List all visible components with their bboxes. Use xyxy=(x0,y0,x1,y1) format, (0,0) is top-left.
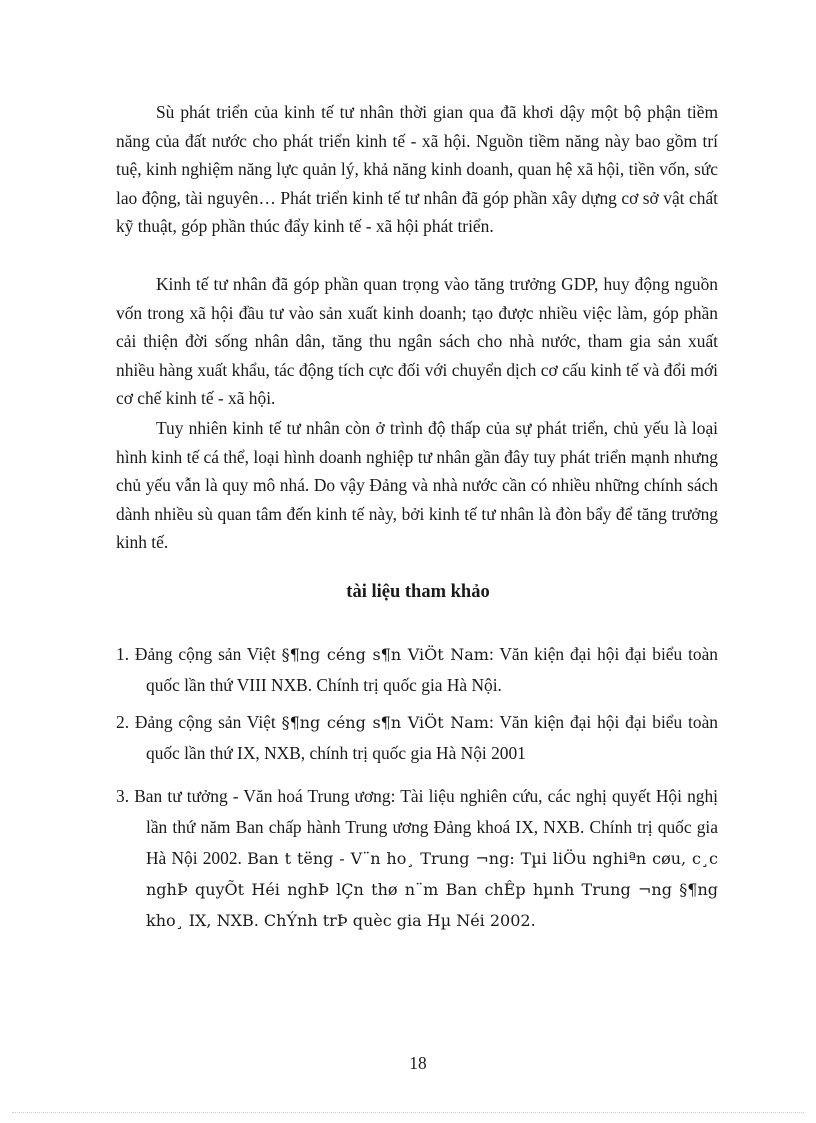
reference-garbled-text: §¶ng céng s¶n ViÖt Nam xyxy=(281,713,489,732)
references-list xyxy=(116,639,718,936)
reference-lead: 1. Đảng cộng sản Việt xyxy=(116,644,276,664)
reference-lead: 2. Đảng cộng sản Việt xyxy=(116,712,276,732)
body-paragraph-2: Kinh tế tư nhân đã góp phần quan trọng vào tăng trưởng GDP, huy động nguồn vốn trong xã hội đầu tư vào sản xuất kinh doanh; tạo được nhiều việc làm, góp phần cải thiện đời sống nhân dân, tăng thu ngân sách cho nhà nước, tham gia sản xuất nhiều hàng xuất khẩu, tác động tích cực đối với chuyển dịch cơ cấu kinh tế và đổi mới cơ chế kinh tế - xã hội. xyxy=(116,274,718,409)
reference-item xyxy=(116,707,718,769)
reference-rest: : Văn kiện đại hội đại biểu toàn quốc lần thứ VIII NXB. Chính trị quốc gia Hà Nội. xyxy=(146,644,718,695)
reference-item xyxy=(116,781,718,936)
references-heading: tài liệu tham khảo xyxy=(346,582,490,602)
body-paragraph-1: Sù phát triển của kinh tế tư nhân thời gian qua đã khơi dậy một bộ phận tiềm năng của đất nước cho phát triển kinh tế - xã hội. Nguồn tiềm năng này bao gồm trí tuệ, kinh nghiệm năng lực quản lý, khả năng kinh doanh, quan hệ xã hội, tiền vốn, sức lao động, tài nguyên… Phát triển kinh tế tư nhân đã góp phần xây dựng cơ sở vật chất kỹ thuật, góp phần thúc đẩy kinh tế - xã hội phát triển. xyxy=(116,102,718,237)
reference-garbled-text: Ban t tëng - V¨n ho¸ Trung ¬ng: Tµi liÖu nghiªn cøu, c¸c nghÞ quyÕt Héi nghÞ lÇn thø n¨m Ban chÊp hµnh Trung ¬ng §¶ng kho¸ IX, NXB. ChÝnh trÞ quèc gia Hµ Néi 2002. xyxy=(146,849,718,930)
reference-garbled-text: §¶ng céng s¶n ViÖt Nam xyxy=(281,645,489,664)
reference-rest: : Văn kiện đại hội đại biểu toàn quốc lần thứ IX, NXB, chính trị quốc gia Hà Nội 2001 xyxy=(146,712,718,763)
reference-lead: 3. Ban tư tưởng - Văn hoá Trung ương: Tài liệu nghiên cứu, các nghị quyết Hội nghị lần thứ năm Ban chấp hành Trung ương Đảng khoá IX, NXB. Chính trị quốc gia Hà Nội 2002. xyxy=(116,786,718,868)
page-number: 18 xyxy=(409,1053,427,1073)
body-paragraph-3: Tuy nhiên kinh tế tư nhân còn ở trình độ thấp của sự phát triển, chủ yếu là loại hình kinh tế cá thể, loại hình doanh nghiệp tư nhân gần đây tuy phát triển mạnh nhưng chủ yếu vẫn là quy mô nhá. Do vậy Đảng và nhà nước cần có nhiều những chính sách dành nhiều sù quan tâm đến kinh tế này, bởi kinh tế tư nhân là đòn bẩy để tăng trưởng kinh tế. xyxy=(116,418,718,553)
reference-item xyxy=(116,639,718,701)
page-bottom-divider xyxy=(12,1112,804,1113)
